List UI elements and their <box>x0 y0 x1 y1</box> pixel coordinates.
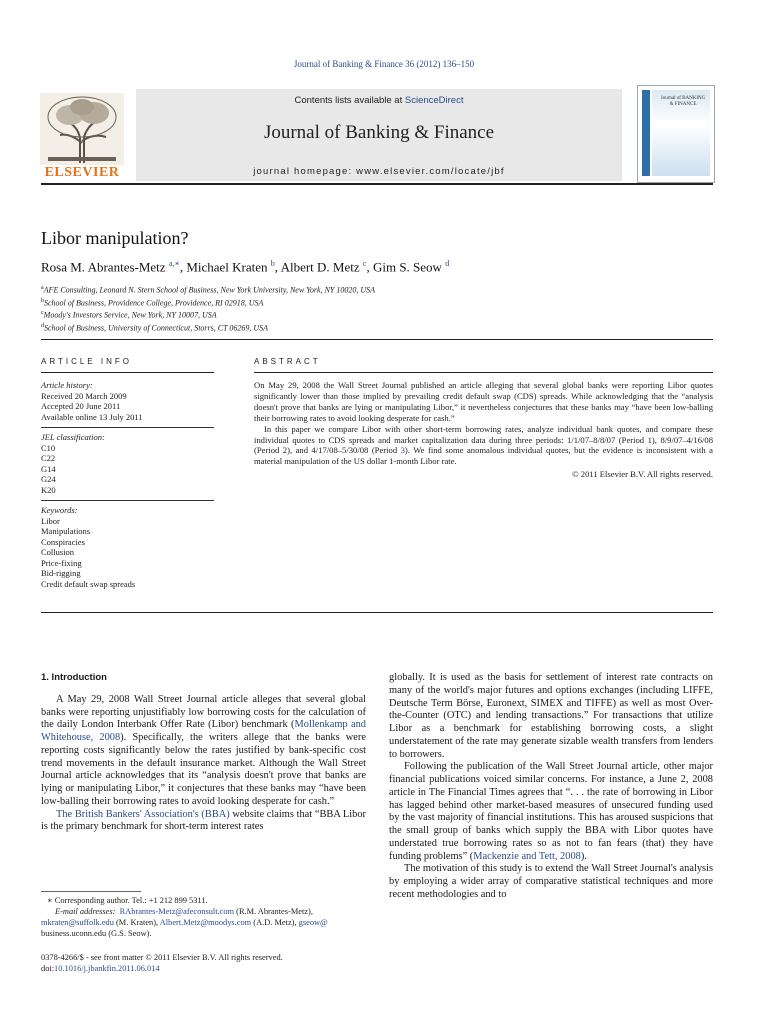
journal-homepage[interactable]: journal homepage: www.elsevier.com/locate/jbf <box>253 166 505 177</box>
body-text: A May 29, 2008 Wall Street Journal article alleges that several global banks were reporting unjustifiably low borrowing costs for the calculation of the daily London Interbank Offer Rate (Libor) benchmark ( <box>41 693 366 731</box>
keyword: Libor <box>41 515 60 526</box>
journal-cover-thumbnail <box>637 85 715 183</box>
contents-line <box>136 95 622 106</box>
paper-title: Libor manipulation? <box>41 228 189 248</box>
body-text: Following the publication of the Wall Street Journal article, other major financial publications voiced similar concerns. For instance, a June 2, 2008 article in The Financial Times agrees that “. . . the rate of borrowing in Libor has lagged behind other market-based measures of unsecured funding used by the vast majority of financial institutions. This has aroused suspicions that the small group of banks which supply the BBA with Libor quotes have understated true borrowing rates so as not to fan fears (that) they have funding problems” ( <box>389 761 713 862</box>
body-text: website claims that “BBA Libor is the primary benchmark for short-term interest rates <box>41 808 367 833</box>
email-link[interactable]: mkraten@suffolk.edu <box>41 918 114 927</box>
copyright-notice: © 2011 Elsevier B.V. All rights reserved. <box>572 469 713 480</box>
article-info-heading: ARTICLE INFO <box>41 357 132 366</box>
affil-key: b <box>41 297 44 304</box>
abstract-text: ). We find some anomalous individual quotes, but the evidence is inconsistent with a material manipulation of the US dollar 1-month Libor rate. <box>254 445 713 467</box>
abstract-paragraph-1: On May 29, 2008 the Wall Street Journal published an article alleging that several global banks were reporting Libor quotes significantly lower than those implied by prevailing credit default swap (CDS) spreads. While acknowledging that the “analysis doesn't prove that banks are lying or manipulating Libor,” it nevertheless conjectures that these banks may “have been low-balling their borrowing rates to avoid looking desperate for cash.” <box>254 380 713 423</box>
body-text: ). Specifically, the writers allege that the banks were reporting costs significantly below the rates justified by bank-specific cost trend movements in the default insurance market. Although the Wall Street Journal article acknowledges that its “analysis doesn't prove that banks are lying or manipulating Libor,” it conjectures that these banks may “have been low-balling their borrowing rates to avoid looking desperate for cash.” <box>41 732 366 807</box>
affil-key: d <box>41 322 44 329</box>
affil-text: School of Business, University of Connecticut, Storrs, CT 06269, USA <box>44 323 269 333</box>
journal-citation[interactable]: Journal of Banking & Finance 36 (2012) 136–150 <box>293 59 475 69</box>
history-online: Available online 13 July 2011 <box>41 411 143 422</box>
email-link[interactable]: Albert.Metz@moodys.com <box>159 918 252 927</box>
jel-label: JEL classification: <box>41 432 105 442</box>
history-label: Article history: <box>41 380 93 390</box>
cover-title: Journal of BANKING & FINANCE <box>660 96 706 107</box>
citation-link[interactable]: Mackenzie and Tett, 2008 <box>473 850 581 862</box>
affil-key: a <box>41 285 44 291</box>
author-2-affil[interactable]: b <box>270 259 275 268</box>
footnote <box>41 895 366 939</box>
abstract <box>254 380 713 480</box>
cover-spine <box>642 90 650 176</box>
email-link[interactable]: RAbrantes-Metz@afeconsult.com <box>119 907 235 916</box>
abstract-head-rule <box>254 372 713 373</box>
affiliation-c <box>41 308 375 321</box>
abstract-paragraph-2 <box>254 424 713 468</box>
abstract-text: In this paper we compare Libor with other short-term borrowing rates, analyze individual bank quotes, and compare these individual quotes to CDS spreads and market capitalization data during three periods: 1/1/07–8/8/07 (Period 1), 8/9/07–4/16/08 (Period 2), and 4/17/08–5/30/08 (Period <box>254 423 713 456</box>
author-4: Gim S. Seow <box>372 259 442 275</box>
email-owner: (R.M. Abrantes-Metz), <box>234 907 313 916</box>
affil-text: Moody's Investors Service, New York, NY 10007, USA <box>43 310 217 320</box>
email-link[interactable]: gseow@ <box>298 918 328 927</box>
email-link-rest[interactable]: business.uconn.edu <box>41 929 107 938</box>
keywords-label: Keywords: <box>41 505 78 515</box>
doi-label: doi: <box>41 964 55 973</box>
keyword: Conspiracies <box>41 536 85 547</box>
front-matter <box>41 952 366 974</box>
body-paragraph: globally. It is used as the basis for settlement of interest rate contracts on many of the world's major futures and options exchanges (including LIFFE, Deutsche Term Börse, Euronext, SIMEX and TIFFE) as well as most Over-the-Counter (OTC) and lending transactions.” For transactions that utilize Libor as a benchmark for establishing borrowing costs, a slight understatement of the rate may generate sizable wealth transfers from lenders to borrowers. <box>389 672 713 760</box>
email-owner: (G.S. Seow). <box>106 929 152 938</box>
body-paragraph <box>41 694 366 809</box>
history-received: Received 20 March 2009 <box>41 390 127 401</box>
bba-link[interactable]: The British Bankers' Association's (BBA) <box>56 808 230 820</box>
author-4-affil[interactable]: d <box>445 259 450 268</box>
body-column-left <box>41 672 366 834</box>
body-text: ). <box>580 850 587 862</box>
abstract-bottom-rule <box>41 612 713 613</box>
author-3: Albert D. Metz <box>280 259 360 275</box>
issn-line: 0378-4266/$ - see front matter © 2011 Elsevier B.V. All rights reserved. <box>41 953 283 962</box>
author-sep: , <box>274 259 281 275</box>
contents-prefix: Contents lists available at <box>294 95 405 106</box>
info-separator <box>41 427 214 428</box>
info-separator <box>41 500 214 501</box>
body-paragraph: The motivation of this study is to extend the Wall Street Journal's analysis by employing a wider array of comparative statistical techniques and more recent methodologies and to <box>389 863 713 900</box>
citation-link[interactable]: Mollenkamp and Whitehouse, 2008 <box>41 719 366 743</box>
keyword: Bid-rigging <box>41 568 81 578</box>
period-link[interactable]: 3 <box>400 445 405 456</box>
section-heading: 1. Introduction <box>41 672 107 683</box>
author-1: Rosa M. Abrantes-Metz <box>41 259 166 275</box>
jel-code: K20 <box>41 484 56 495</box>
info-top-rule <box>41 339 713 340</box>
jel-code: C22 <box>41 453 56 463</box>
affil-text: AFE Consulting, Leonard N. Stern School of Business, New York University, New York, NY 10020, USA <box>43 285 376 295</box>
jel-code: C10 <box>41 442 56 453</box>
jel-code: G24 <box>41 474 56 484</box>
email-owner: (M. Kraten), <box>113 918 160 927</box>
email-label: E-mail addresses: <box>55 907 116 916</box>
author-list <box>41 259 449 275</box>
email-addresses <box>41 906 366 939</box>
keyword: Collusion <box>41 547 75 557</box>
keyword: Credit default swap spreads <box>41 578 136 589</box>
footnote-rule <box>41 891 141 892</box>
jel-code: G14 <box>41 463 56 474</box>
keyword: Price-fixing <box>41 557 82 568</box>
author-3-affil[interactable]: c <box>362 259 367 268</box>
body-column-right <box>389 672 713 902</box>
corresponding-author: ∗ Corresponding author. Tel.: +1 212 899 5311. <box>47 896 208 905</box>
doi-line <box>41 963 366 974</box>
body-paragraph <box>41 809 366 835</box>
author-1-affil[interactable]: a,∗ <box>168 259 180 268</box>
journal-masthead <box>136 89 622 181</box>
article-info <box>41 380 214 589</box>
affil-text: School of Business, Providence College, Providence, RI 02918, USA <box>44 298 264 308</box>
journal-title: Journal of Banking & Finance <box>263 122 495 143</box>
header-rule <box>41 183 713 185</box>
author-sep: , <box>366 259 373 275</box>
affiliations <box>41 283 375 334</box>
affiliation-d <box>41 321 375 334</box>
body-paragraph <box>389 761 713 863</box>
author-2: Michael Kraten <box>186 259 268 275</box>
author-sep: , <box>179 259 187 275</box>
doi-link[interactable]: 10.1016/j.jbankfin.2011.06.014 <box>54 964 160 973</box>
email-owner: (A.D. Metz), <box>251 918 299 927</box>
history-accepted: Accepted 20 June 2011 <box>41 401 121 411</box>
keyword: Manipulations <box>41 526 91 536</box>
sciencedirect-link[interactable]: ScienceDirect <box>404 95 464 106</box>
affiliation-a <box>41 283 375 296</box>
affil-key: c <box>41 310 44 317</box>
abstract-heading: ABSTRACT <box>254 357 321 366</box>
affiliation-b <box>41 296 375 309</box>
publisher-wordmark: ELSEVIER <box>44 165 120 180</box>
info-head-rule <box>41 372 214 373</box>
